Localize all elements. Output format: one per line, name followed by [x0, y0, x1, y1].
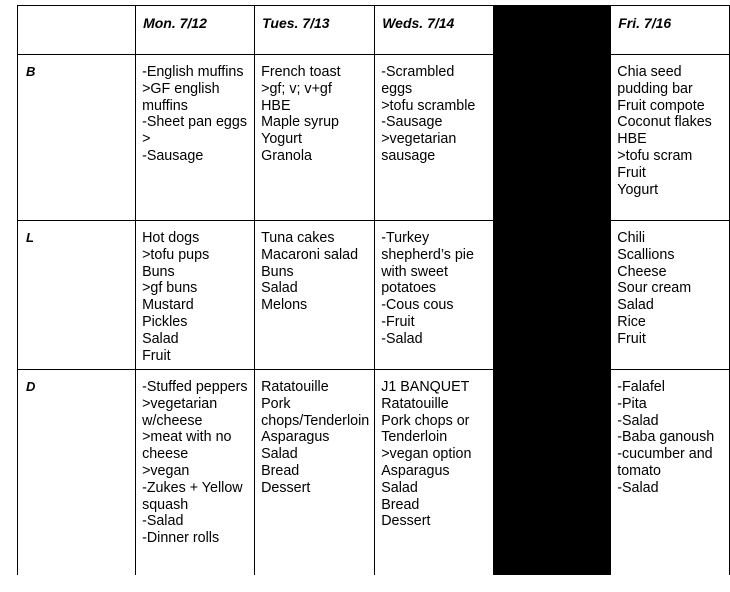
- menu-item: Salad: [617, 297, 654, 314]
- menu-item: -English muffins: [142, 64, 244, 80]
- menu-item: -Sausage: [381, 114, 443, 131]
- redacted-cell: [494, 55, 611, 221]
- column-header-fri: Fri. 7/16: [611, 6, 730, 55]
- row-label-dinner: D: [18, 370, 136, 575]
- menu-cell: [255, 370, 375, 575]
- table-row-breakfast: [18, 55, 730, 221]
- menu-item: -Baba ganoush: [617, 429, 715, 446]
- menu-item: >vegetarian sausage: [381, 131, 457, 164]
- menu-item: Yogurt: [261, 131, 302, 148]
- menu-item: Macaroni salad: [261, 246, 359, 263]
- row-label-lunch: L: [18, 221, 136, 370]
- menu-item: -Pita: [617, 395, 647, 412]
- menu-cell: [611, 55, 730, 221]
- menu-item: Salad: [261, 280, 298, 297]
- menu-item: Pork chops/Tenderloin: [261, 395, 370, 429]
- menu-cell: [375, 370, 494, 575]
- menu-item: -Zukes + Yellow squash: [142, 479, 243, 513]
- menu-item: >GF english muffins: [142, 80, 220, 114]
- menu-item: >tofu pups: [142, 246, 210, 263]
- corner-header-cell: [18, 6, 136, 55]
- menu-item: Salad: [142, 330, 179, 347]
- menu-item: Dessert: [381, 513, 431, 530]
- menu-item: >gf buns: [142, 280, 198, 297]
- menu-item: Fruit: [142, 347, 171, 364]
- menu-cell: [611, 370, 730, 575]
- menu-item: -Cous cous: [381, 297, 454, 314]
- column-header-tues: Tues. 7/13: [255, 6, 375, 55]
- redacted-column-header: [494, 6, 611, 55]
- menu-item: >tofu scramble: [381, 97, 476, 114]
- menu-item: Granola: [261, 147, 312, 164]
- menu-item: Melons: [261, 297, 308, 314]
- menu-cell: [255, 55, 375, 221]
- menu-item: >: [142, 131, 151, 148]
- menu-item: Coconut flakes: [617, 114, 712, 131]
- redacted-cell: [494, 221, 611, 370]
- menu-item: Pork chops or Tenderloin: [381, 412, 470, 446]
- menu-item: Yogurt: [617, 181, 659, 198]
- menu-item: Buns: [261, 263, 294, 280]
- menu-cell: [136, 55, 255, 221]
- menu-item: -cucumber and tomato: [617, 446, 713, 479]
- menu-item: -Sheet pan eggs: [142, 114, 247, 131]
- menu-item: Salad: [381, 479, 418, 496]
- meal-schedule-table: [17, 5, 730, 575]
- menu-item: -Sausage: [142, 147, 204, 164]
- menu-item: -Turkey shepherd’s pie with sweet potatoes: [381, 230, 474, 297]
- menu-cell: [375, 221, 494, 370]
- menu-item: Pickles: [142, 313, 188, 330]
- menu-item: Asparagus: [261, 429, 330, 446]
- table-row-lunch: [18, 221, 730, 370]
- menu-item: HBE: [617, 131, 647, 148]
- menu-item: -Stuffed peppers: [142, 379, 248, 395]
- menu-item: Salad: [261, 446, 298, 463]
- menu-item: -Salad: [617, 412, 659, 429]
- menu-cell: [136, 221, 255, 370]
- menu-item: Chia seed pudding bar: [617, 64, 693, 97]
- menu-item: >meat with no cheese: [142, 429, 232, 463]
- menu-cell: [136, 370, 255, 575]
- menu-item: -Salad: [142, 513, 184, 530]
- menu-item: >tofu scram: [617, 147, 693, 164]
- menu-item: Scallions: [617, 246, 675, 263]
- menu-item: Asparagus: [381, 462, 450, 479]
- menu-item: -Salad: [381, 330, 423, 347]
- menu-item: Fruit: [617, 164, 646, 181]
- menu-item: Bread: [381, 496, 420, 513]
- menu-item: -Scrambled eggs: [381, 64, 455, 97]
- menu-item: -Salad: [617, 479, 659, 496]
- table-row-dinner: [18, 370, 730, 575]
- menu-item: Ratatouille: [261, 379, 329, 395]
- menu-item: Ratatouille: [381, 395, 449, 412]
- column-header-mon: Mon. 7/12: [136, 6, 255, 55]
- menu-item: Rice: [617, 313, 646, 330]
- menu-item: -Fruit: [381, 313, 415, 330]
- menu-item: Cheese: [617, 263, 667, 280]
- row-label-breakfast: B: [18, 55, 136, 221]
- menu-item: -Falafel: [617, 379, 665, 395]
- menu-item: French toast: [261, 64, 341, 80]
- menu-cell: [611, 221, 730, 370]
- menu-cell: [255, 221, 375, 370]
- menu-item: Bread: [261, 462, 300, 479]
- column-header-weds: Weds. 7/14: [375, 6, 494, 55]
- menu-item: >vegan: [142, 462, 190, 479]
- menu-item: Chili: [617, 230, 646, 246]
- menu-item: Buns: [142, 263, 175, 280]
- header-row: [18, 6, 730, 55]
- menu-item: Sour cream: [617, 280, 692, 297]
- menu-item: >vegan option: [381, 446, 472, 463]
- menu-item: Maple syrup: [261, 114, 339, 131]
- menu-item: Mustard: [142, 297, 194, 314]
- menu-cell: [375, 55, 494, 221]
- menu-item: Fruit compote: [617, 97, 705, 114]
- menu-item: J1 BANQUET: [381, 379, 470, 395]
- redacted-cell: [494, 370, 611, 575]
- menu-item: Fruit: [617, 330, 646, 347]
- menu-item: >vegetarian w/cheese: [142, 395, 218, 429]
- menu-item: Tuna cakes: [261, 230, 335, 246]
- menu-item: HBE: [261, 97, 291, 114]
- menu-item: Hot dogs: [142, 230, 200, 246]
- menu-item: -Dinner rolls: [142, 530, 220, 547]
- menu-item: Dessert: [261, 479, 311, 496]
- menu-item: >gf; v; v+gf: [261, 80, 332, 97]
